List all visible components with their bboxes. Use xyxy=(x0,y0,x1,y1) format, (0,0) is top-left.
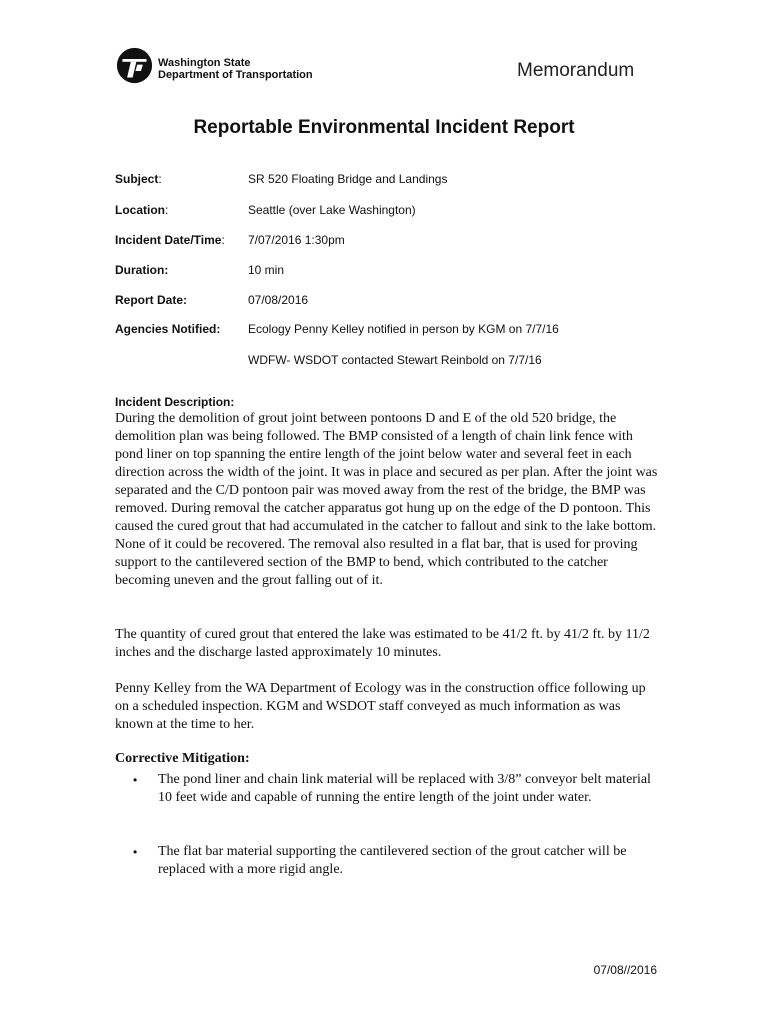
agencies-notified-value-2: WDFW- WSDOT contacted Stewart Reinbold on 7/7/16 xyxy=(248,353,542,367)
location-label: Location: xyxy=(115,203,169,217)
duration-value: 10 min xyxy=(248,263,285,277)
footer-date: 07/08//2016 xyxy=(593,963,657,977)
mitigation-item-2-text: The flat bar material supporting the cantilevered section of the grout catcher will be replaced with a more rigid angle. xyxy=(158,844,627,877)
report-date-value: 07/08/2016 xyxy=(248,293,309,307)
agencies-notified-label: Agencies Notified: xyxy=(115,322,221,336)
corrective-mitigation-heading: Corrective Mitigation: xyxy=(115,751,250,766)
mitigation-item-1-text: The pond liner and chain link material will be replaced with 3/8” conveyor belt material 10 feet wide and capable of running the entire length of the joint under water. xyxy=(158,772,651,805)
subject-label: Subject: xyxy=(115,172,162,186)
document-type: Memorandum xyxy=(517,60,635,81)
agency-name xyxy=(158,57,313,81)
incident-description-heading: Incident Description: xyxy=(115,395,235,409)
bullet-icon: • xyxy=(133,845,138,859)
agencies-notified-value-1: Ecology Penny Kelley notified in person by KGM on 7/7/16 xyxy=(248,322,559,336)
description-paragraph-3: Penny Kelley from the WA Department of Ecology was in the construction office following up on a scheduled inspection. KGM and WSDOT staff conveyed as much information as was known at the time to her. xyxy=(115,681,646,732)
report-date-label: Report Date: xyxy=(115,293,188,307)
location-value: Seattle (over Lake Washington) xyxy=(248,203,416,217)
description-paragraph-2: The quantity of cured grout that entered the lake was estimated to be 41/2 ft. by 41/2 ft. by 11/2 inches and the discharge lasted approximately 10 minutes. xyxy=(115,627,650,660)
agency-line-1: Washington State xyxy=(158,57,251,69)
wsdot-logo-icon xyxy=(116,47,153,84)
duration-label: Duration: xyxy=(115,263,169,277)
report-title: Reportable Environmental Incident Report xyxy=(193,117,575,138)
incident-datetime-label: Incident Date/Time: xyxy=(115,233,225,247)
agency-line-2: Department of Transportation xyxy=(158,69,313,81)
description-paragraph-1: During the demolition of grout joint between pontoons D and E of the old 520 bridge, the demolition plan was being followed. The BMP consisted of a length of chain link fence with pond liner on top spanning the entire length of the joint below water and several feet in each direction across the width of the joint. It was in place and secured as per plan. After the joint was separated and the C/D pontoon pair was moved away from the rest of the bridge, the BMP was removed. During removal the catcher apparatus got hung up on the edge of the D pontoon. This caused the cured grout that had accumulated in the catcher to fallout and sink to the lake bottom. None of it could be recovered. The removal also resulted in a flat bar, that is used for proving support to the cantilevered section of the BMP to bend, which contributed to the catcher becoming uneven and the grout falling out of it. xyxy=(115,411,658,588)
bullet-icon: • xyxy=(133,773,138,787)
incident-datetime-value: 7/07/2016 1:30pm xyxy=(248,233,345,247)
subject-value: SR 520 Floating Bridge and Landings xyxy=(248,172,448,186)
